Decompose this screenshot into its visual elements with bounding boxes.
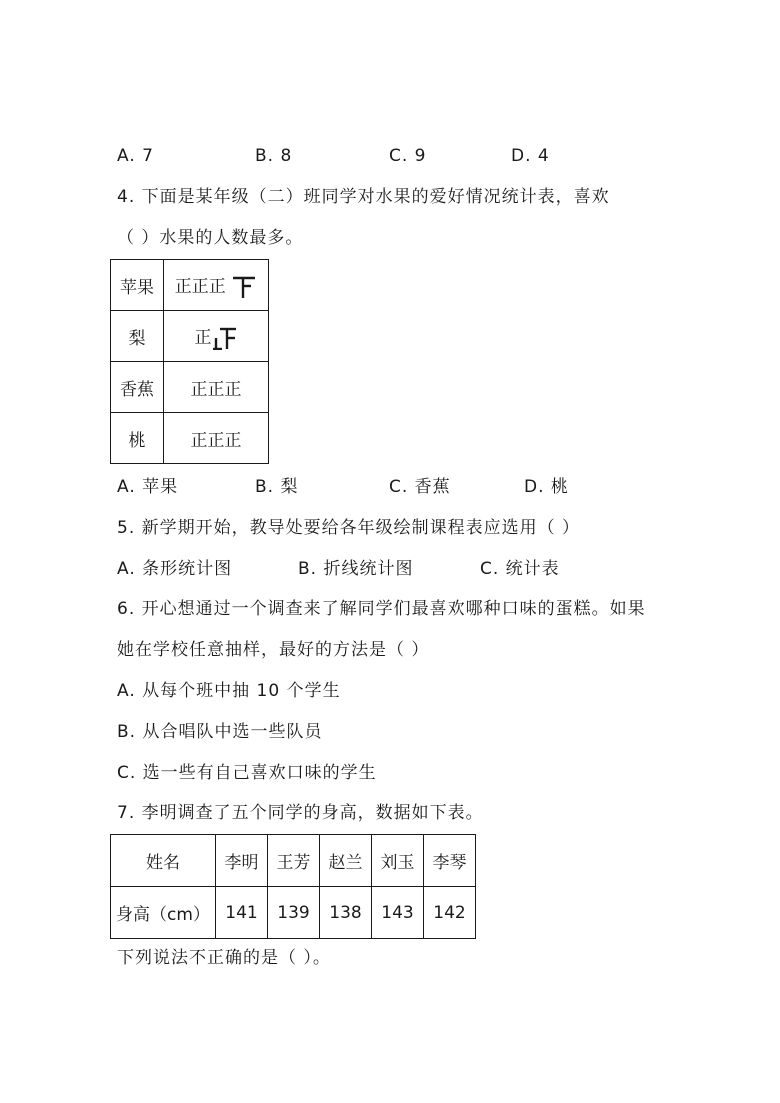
q5-option-a: A. 条形统计图	[117, 559, 233, 579]
tally-cell	[164, 260, 269, 311]
q3-option-d: D. 4	[511, 146, 550, 166]
student-height: 138	[320, 887, 372, 939]
student-name: 刘玉	[372, 835, 424, 887]
q4-option-b: B. 梨	[255, 477, 299, 497]
table-row	[111, 413, 269, 464]
q4-option-c: C. 香蕉	[389, 477, 451, 497]
q6-option-b: B. 从合唱队中选一些队员	[117, 722, 323, 742]
fruit-name: 梨	[111, 311, 164, 362]
q6-option-a: A. 从每个班中抽 10 个学生	[117, 681, 341, 701]
tally-text: 正	[194, 327, 212, 348]
q5-option-c: C. 统计表	[480, 559, 560, 579]
q7-question: 7. 李明调查了五个同学的身高，数据如下表。	[117, 803, 484, 823]
table-row	[111, 362, 269, 413]
q7-prompt: 下列说法不正确的是（ ）。	[117, 948, 331, 968]
tally-cell: 正正正	[164, 362, 269, 413]
student-height: 139	[268, 887, 320, 939]
fruit-name: 苹果	[111, 260, 164, 311]
q5-option-b: B. 折线统计图	[298, 559, 414, 579]
student-name: 王芳	[268, 835, 320, 887]
table-row	[111, 835, 476, 887]
table-row	[111, 260, 269, 311]
table-row	[111, 887, 476, 939]
tally-text: 正正正	[174, 276, 226, 297]
tally-cell: 正正正	[164, 413, 269, 464]
tally-partial-icon	[231, 275, 257, 299]
q3-option-a: A. 7	[117, 146, 154, 166]
q4-option-a: A. 苹果	[117, 477, 179, 497]
student-height: 141	[216, 887, 268, 939]
student-name: 李明	[216, 835, 268, 887]
q4-question-line1: 4. 下面是某年级（二）班同学对水果的爱好情况统计表，喜欢	[117, 187, 610, 207]
student-name: 赵兰	[320, 835, 372, 887]
student-height: 142	[424, 887, 476, 939]
fruit-name: 香蕉	[111, 362, 164, 413]
table-row	[111, 311, 269, 362]
q6-option-c: C. 选一些有自己喜欢口味的学生	[117, 763, 377, 783]
q3-option-c: C. 9	[389, 146, 427, 166]
tally-partial-icon	[212, 326, 238, 350]
q6-question-line1: 6. 开心想通过一个调查来了解同学们最喜欢哪种口味的蛋糕。如果	[117, 599, 646, 619]
q4-option-d: D. 桃	[524, 477, 569, 497]
height-data-table	[110, 834, 476, 939]
row-label-name: 姓名	[111, 835, 216, 887]
q5-question: 5. 新学期开始，教导处要给各年级绘制课程表应选用（ ）	[117, 518, 581, 538]
tally-cell	[164, 311, 269, 362]
q3-option-b: B. 8	[255, 146, 293, 166]
fruit-tally-table	[110, 259, 269, 464]
q4-question-line2: （ ）水果的人数最多。	[117, 228, 304, 248]
q6-question-line2: 她在学校任意抽样，最好的方法是（ ）	[117, 640, 430, 660]
fruit-name: 桃	[111, 413, 164, 464]
row-label-height: 身高（cm）	[111, 887, 216, 939]
student-height: 143	[372, 887, 424, 939]
student-name: 李琴	[424, 835, 476, 887]
